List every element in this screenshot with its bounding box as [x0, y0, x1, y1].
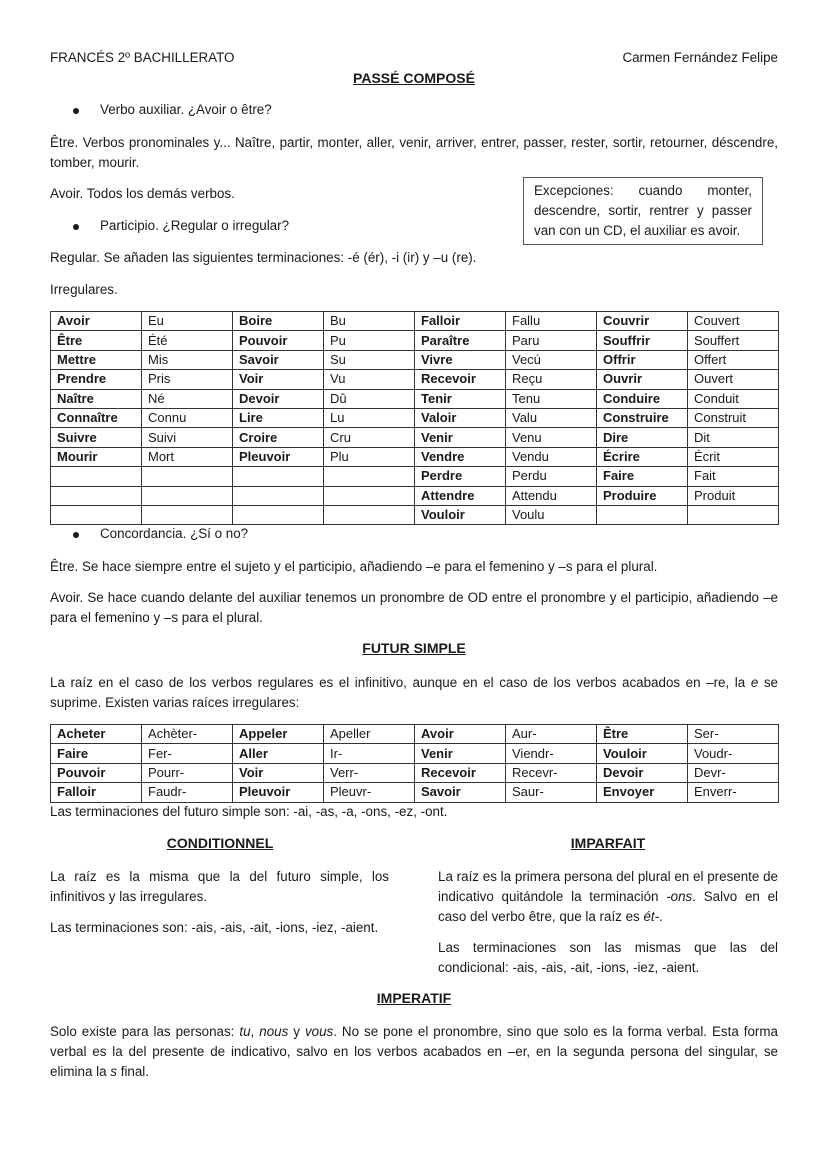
table-cell-form: Mort [142, 447, 233, 466]
table-cell-infinitive: Produire [597, 486, 688, 505]
table-cell-infinitive: Connaître [51, 408, 142, 427]
table-cell-form: Construit [688, 408, 779, 427]
table-cell-form [142, 505, 233, 524]
table-cell-infinitive: Appeler [233, 725, 324, 744]
table-cell-infinitive: Venir [415, 428, 506, 447]
exceptions-box: Excepciones: cuando monter, descendre, sortir, rentrer y passer van con un CD, el auxiliar es avoir. [523, 177, 763, 245]
text-run: . No se pone el pronombre, sino que solo es la forma verbal. Esta forma verbal es la del presente de indicativo, salvo en los verbos acabados en –er, en la segunda persona del singular, se elimina la [50, 1024, 778, 1079]
table-cell-infinitive [597, 505, 688, 524]
bullet-text: Participio. ¿Regular o irregular? [100, 218, 290, 233]
table-row [51, 312, 779, 331]
table-cell-infinitive: Recevoir [415, 370, 506, 389]
table-cell-form: Fait [688, 467, 779, 486]
table-cell-infinitive: Boire [233, 312, 324, 331]
text-italic: tu [239, 1024, 251, 1039]
table-cell-form [324, 486, 415, 505]
table-row [51, 763, 779, 782]
table-cell-infinitive: Mettre [51, 350, 142, 369]
table-cell-infinitive: Lire [233, 408, 324, 427]
bullet-text: Concordancia. ¿Sí o no? [100, 526, 249, 541]
table-cell-form: Connu [142, 408, 233, 427]
table-cell-form: Ser- [688, 725, 779, 744]
futur-irregular-roots-table [50, 724, 779, 803]
table-cell-form: Dit [688, 428, 779, 447]
irregular-label: Irregulares. [50, 282, 118, 297]
table-cell-infinitive: Voir [233, 763, 324, 782]
table-cell-infinitive: Prendre [51, 370, 142, 389]
table-cell-infinitive: Devoir [233, 389, 324, 408]
section-title-conditionnel: CONDITIONNEL [166, 835, 274, 851]
text-run: se suprime. Existen varias raíces irregulares: [50, 675, 778, 710]
table-cell-form [324, 467, 415, 486]
text-run: Solo existe para las personas: [50, 1024, 240, 1039]
table-cell-form: Bu [324, 312, 415, 331]
table-cell-form: Écrit [688, 447, 779, 466]
table-cell-infinitive: Pouvoir [51, 763, 142, 782]
table-cell-form: Vendu [506, 447, 597, 466]
text-run: . Salvo en el caso del verbo être, que la raíz es [438, 889, 778, 924]
bullet-icon [73, 532, 79, 538]
table-cell-form: Lu [324, 408, 415, 427]
table-cell-form: Dû [324, 389, 415, 408]
table-row [51, 744, 779, 763]
table-cell-form: Plu [324, 447, 415, 466]
table-cell-infinitive: Être [597, 725, 688, 744]
bullet-icon [73, 108, 79, 114]
table-cell-infinitive: Avoir [415, 725, 506, 744]
paragraph-regular: Regular. Se añaden las siguientes terminaciones: -é (ér), -i (ir) y –u (re). [50, 250, 477, 265]
table-cell-infinitive: Faire [51, 744, 142, 763]
paragraph-avoir-verbs: Avoir. Todos los demás verbos. [50, 186, 235, 201]
table-cell-form: Fer- [142, 744, 233, 763]
table-cell-form: Vecú [506, 350, 597, 369]
table-row [51, 408, 779, 427]
table-row [51, 389, 779, 408]
table-cell-infinitive: Recevoir [415, 763, 506, 782]
table-cell-infinitive: Falloir [51, 783, 142, 802]
table-cell-form: Devr- [688, 763, 779, 782]
table-cell-form: Pris [142, 370, 233, 389]
table-cell-infinitive [51, 486, 142, 505]
table-cell-infinitive: Paraître [415, 331, 506, 350]
table-cell-infinitive [51, 505, 142, 524]
table-cell-infinitive: Savoir [233, 350, 324, 369]
paragraph-conditionnel-root: La raíz es la misma que la del futuro simple, los infinitivos y las irregulares. [50, 869, 389, 904]
text-run: y [288, 1024, 305, 1039]
text-italic: vous [304, 1024, 334, 1039]
table-cell-form: Été [142, 331, 233, 350]
table-cell-form: Eu [142, 312, 233, 331]
table-cell-form: Apeller [324, 725, 415, 744]
section-title-imparfait: IMPARFAIT [570, 835, 646, 851]
header-author: Carmen Fernández Felipe [622, 50, 778, 65]
table-cell-infinitive: Suivre [51, 428, 142, 447]
table-cell-form [688, 505, 779, 524]
table-cell-form: Verr- [324, 763, 415, 782]
table-cell-form: Né [142, 389, 233, 408]
paragraph-futur-intro [50, 673, 778, 713]
table-cell-infinitive: Faire [597, 467, 688, 486]
table-cell-form: Offert [688, 350, 779, 369]
table-cell-infinitive: Avoir [51, 312, 142, 331]
text-run: La raíz es la primera persona del plural en el presente de indicativo quitándole la terminación [438, 869, 778, 904]
table-cell-form: Aur- [506, 725, 597, 744]
table-row [51, 725, 779, 744]
irregular-participles-table [50, 311, 779, 525]
text-italic: nous [259, 1024, 289, 1039]
table-row [51, 370, 779, 389]
table-cell-infinitive: Envoyer [597, 783, 688, 802]
table-cell-form: Recevr- [506, 763, 597, 782]
table-cell-form: Ouvert [688, 370, 779, 389]
table-cell-infinitive: Pleuvoir [233, 447, 324, 466]
table-cell-form: Conduit [688, 389, 779, 408]
table-cell-infinitive [233, 467, 324, 486]
table-cell-infinitive: Vouloir [597, 744, 688, 763]
table-cell-form: Viendr- [506, 744, 597, 763]
table-cell-form: Enverr- [688, 783, 779, 802]
bullet-icon [73, 224, 79, 230]
header-course: FRANCÉS 2º BACHILLERATO [50, 50, 235, 65]
table-cell-infinitive: Vendre [415, 447, 506, 466]
table-cell-form: Suivi [142, 428, 233, 447]
table-cell-infinitive: Vouloir [415, 505, 506, 524]
table-row [51, 331, 779, 350]
table-row [51, 428, 779, 447]
table-cell-form: Faudr- [142, 783, 233, 802]
text-run: . [659, 909, 663, 924]
table-cell-form: Achèter- [142, 725, 233, 744]
paragraph-avoir-agreement: Avoir. Se hace cuando delante del auxiliar tenemos un pronombre de OD entre el pronombre y el participio, añadiendo –e para el femenino y –s para el plural. [50, 590, 778, 625]
table-cell-form: Su [324, 350, 415, 369]
table-cell-form: Couvert [688, 312, 779, 331]
text-run: La raíz en el caso de los verbos regulares es el infinitivo, aunque en el caso de los verbos acabados en –re, la [50, 675, 751, 690]
table-cell-infinitive: Attendre [415, 486, 506, 505]
table-cell-form [324, 505, 415, 524]
paragraph-conditionnel-endings: Las terminaciones son: -ais, -ais, -ait, -ions, -iez, -aient. [50, 920, 379, 935]
table-cell-form: Cru [324, 428, 415, 447]
text-italic: ét- [643, 909, 660, 924]
section-title-passe-compose: PASSÉ COMPOSÉ [353, 70, 475, 86]
table-cell-form: Mis [142, 350, 233, 369]
paragraph-futur-endings: Las terminaciones del futuro simple son: -ai, -as, -a, -ons, -ez, -ont. [50, 804, 448, 819]
table-cell-infinitive: Construire [597, 408, 688, 427]
table-row [51, 467, 779, 486]
table-cell-infinitive: Tenir [415, 389, 506, 408]
paragraph-imparfait-root [438, 867, 778, 927]
table-cell-infinitive: Croire [233, 428, 324, 447]
table-cell-infinitive: Vivre [415, 350, 506, 369]
table-cell-infinitive: Perdre [415, 467, 506, 486]
table-cell-infinitive: Mourir [51, 447, 142, 466]
table-cell-form: Produit [688, 486, 779, 505]
table-cell-infinitive: Couvrir [597, 312, 688, 331]
table-row [51, 486, 779, 505]
table-cell-form: Ir- [324, 744, 415, 763]
paragraph-imperatif [50, 1022, 778, 1082]
table-cell-form: Souffert [688, 331, 779, 350]
table-cell-form: Voulu [506, 505, 597, 524]
table-cell-infinitive: Ouvrir [597, 370, 688, 389]
bullet-text: Verbo auxiliar. ¿Avoir o être? [100, 102, 272, 117]
table-cell-infinitive: Valoir [415, 408, 506, 427]
table-cell-infinitive: Pleuvoir [233, 783, 324, 802]
table-cell-infinitive: Voir [233, 370, 324, 389]
table-cell-infinitive: Pouvoir [233, 331, 324, 350]
table-row [51, 505, 779, 524]
table-cell-infinitive: Souffrir [597, 331, 688, 350]
table-row [51, 447, 779, 466]
text-italic: s [110, 1064, 117, 1079]
section-title-futur-simple: FUTUR SIMPLE [362, 640, 466, 656]
table-cell-form: Tenu [506, 389, 597, 408]
table-cell-form: Perdu [506, 467, 597, 486]
table-cell-infinitive: Offrir [597, 350, 688, 369]
text-italic: e [750, 675, 759, 690]
table-cell-form: Pu [324, 331, 415, 350]
table-cell-form: Reçu [506, 370, 597, 389]
table-cell-form: Pourr- [142, 763, 233, 782]
table-cell-form: Valu [506, 408, 597, 427]
table-cell-infinitive: Dire [597, 428, 688, 447]
text-run: final. [117, 1064, 150, 1079]
table-cell-form: Paru [506, 331, 597, 350]
table-cell-form: Venu [506, 428, 597, 447]
table-cell-infinitive: Venir [415, 744, 506, 763]
table-cell-infinitive [51, 467, 142, 486]
table-cell-infinitive [233, 505, 324, 524]
table-cell-infinitive: Écrire [597, 447, 688, 466]
text-run: , [250, 1024, 260, 1039]
text-italic: -ons [666, 889, 693, 904]
table-cell-infinitive: Falloir [415, 312, 506, 331]
table-cell-infinitive: Aller [233, 744, 324, 763]
table-cell-form: Vu [324, 370, 415, 389]
table-row [51, 783, 779, 802]
table-row [51, 350, 779, 369]
table-cell-infinitive: Être [51, 331, 142, 350]
table-cell-infinitive: Savoir [415, 783, 506, 802]
paragraph-etre-agreement: Être. Se hace siempre entre el sujeto y el participio, añadiendo –e para el femenino y –s para el plural. [50, 559, 658, 574]
table-cell-form: Voudr- [688, 744, 779, 763]
table-cell-form: Attendu [506, 486, 597, 505]
table-cell-form: Pleuvr- [324, 783, 415, 802]
table-cell-infinitive: Devoir [597, 763, 688, 782]
table-cell-infinitive: Conduire [597, 389, 688, 408]
section-title-imperatif: IMPERATIF [376, 990, 452, 1006]
paragraph-imparfait-endings: Las terminaciones son las mismas que las del condicional: -ais, -ais, -ait, -ions, -iez, -aient. [438, 940, 778, 975]
table-cell-form [142, 467, 233, 486]
table-cell-infinitive: Naître [51, 389, 142, 408]
table-cell-form [142, 486, 233, 505]
paragraph-etre-verbs: Être. Verbos pronominales y... Naître, partir, monter, aller, venir, arriver, entrer, passer, rester, sortir, retourner, déscendre, tomber, mourir. [50, 135, 778, 170]
table-cell-infinitive [233, 486, 324, 505]
table-cell-infinitive: Acheter [51, 725, 142, 744]
table-cell-form: Fallu [506, 312, 597, 331]
table-cell-form: Saur- [506, 783, 597, 802]
